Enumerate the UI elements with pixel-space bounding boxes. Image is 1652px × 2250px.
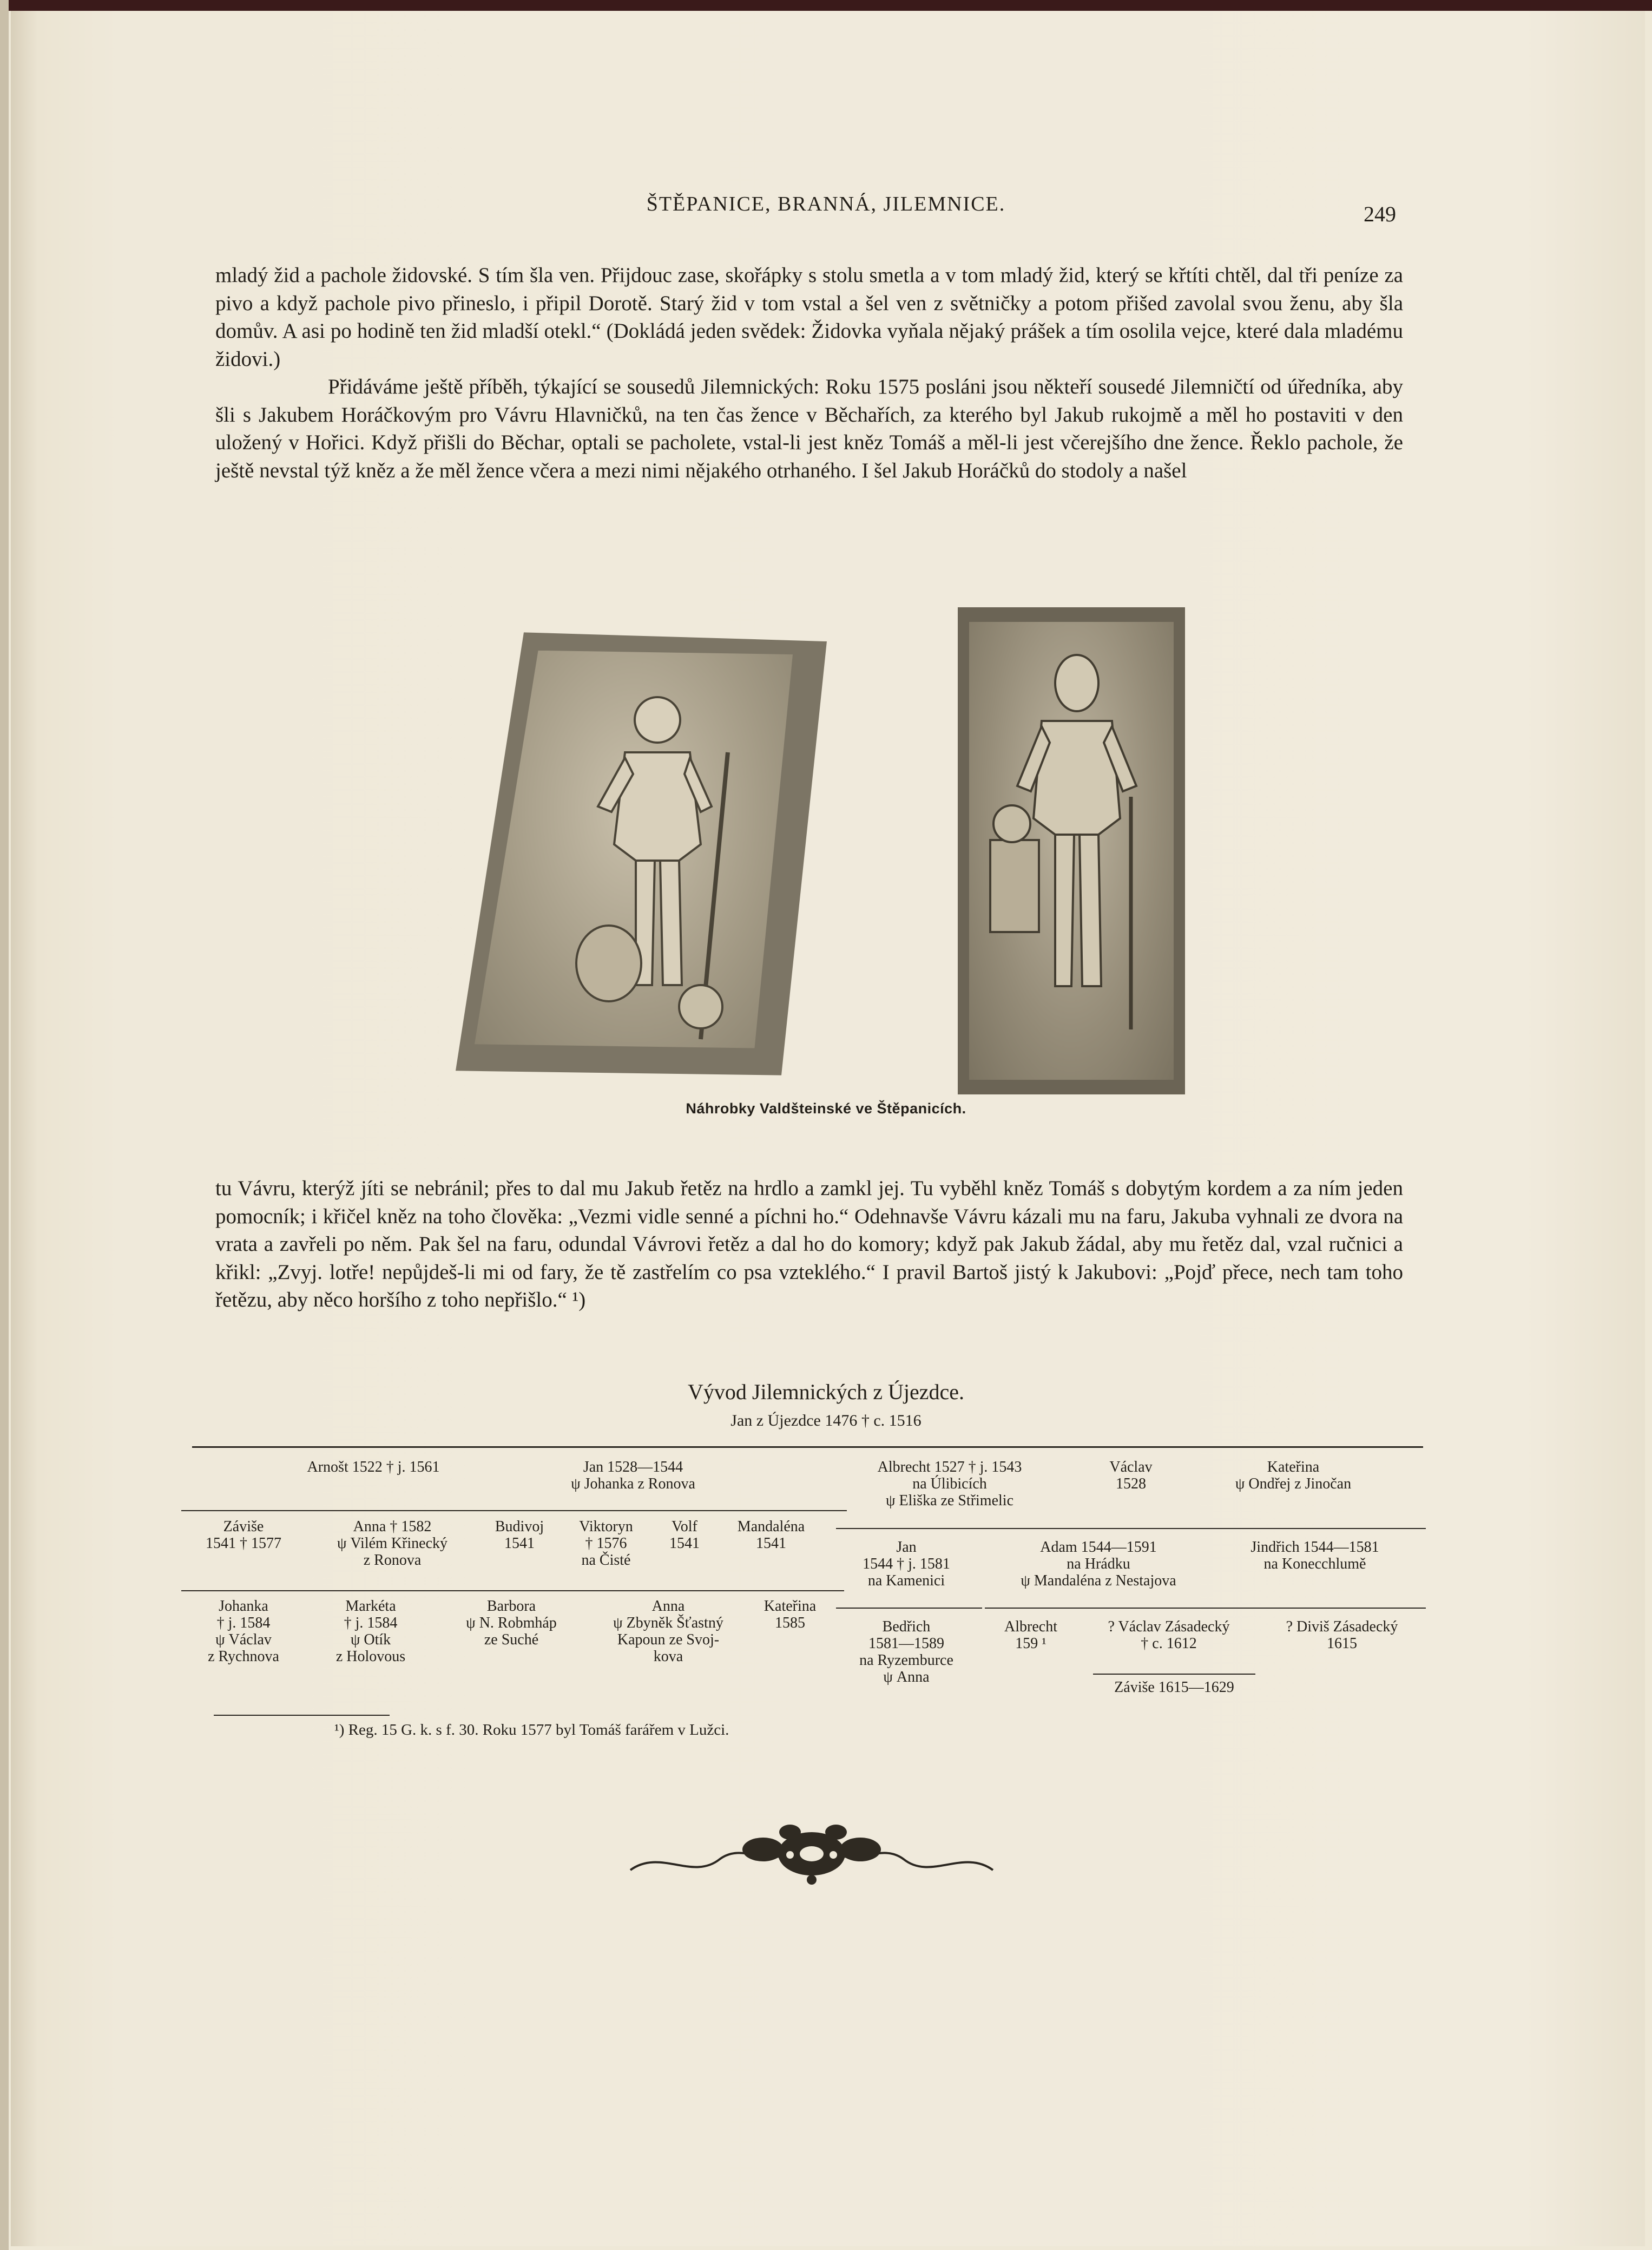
person-vaclav: Václav 1528: [1109, 1459, 1153, 1492]
text-block-top: [215, 261, 1403, 484]
person-vaclav-3: ? Václav Zásadecký † c. 1612: [1108, 1618, 1230, 1652]
person-albrecht: Albrecht 1527 † j. 1543 na Úlibicích ψ Eliška ze Střimelic: [877, 1459, 1022, 1509]
page-number: 249: [1364, 202, 1396, 226]
rule-gen1: [192, 1446, 1423, 1448]
person-jindrich: Jindřich 1544—1581 na Konecchlumě: [1250, 1539, 1379, 1572]
footnote-rule: [214, 1715, 390, 1716]
paragraph-2: Přidáváme ještě příběh, týkající se sousedů Jilemnických: Roku 1575 posláni jsou někteří sousedé Jilemničtí od úředníka, aby šli s Jakubem Horáčkovým pro Vávru Hlavničků, na ten čas žence v Běchařích, za kterého byl Jakub rukojmě a měl ho postaviti v den uložený v Hořici. Když přišli do Běchar, optali se pacholete, vstal-li jest kněz Tomáš a měl-li jest včerejšího dne žence. Řeklo pachole, že ještě nevstal týž kněz a že měl žence včera a mezi nimi nějakého otrhaného. I šel Jakub Horáčků do stodoly a našel: [215, 375, 1403, 482]
page-binding-edge: [0, 0, 9, 2250]
person-divis: ? Diviš Zásadecký 1615: [1286, 1618, 1398, 1652]
tombstone-image-right: [958, 607, 1185, 1094]
person-adam: Adam 1544—1591 na Hrádku ψ Mandaléna z Nestajova: [1021, 1539, 1176, 1589]
rule-gen3-jan: [836, 1608, 982, 1609]
person-jan: Jan 1528—1544 ψ Johanka z Ronova: [571, 1459, 695, 1492]
person-volf: Volf 1541: [669, 1518, 700, 1552]
genealogy-root: Jan z Újezdce 1476 † c. 1516: [730, 1412, 922, 1429]
running-header: ŠTĚPANICE, BRANNÁ, JILEMNICE.: [646, 193, 1006, 215]
rule-gen2-jan: [484, 1510, 847, 1511]
rule-gen4: [1093, 1674, 1255, 1675]
rule-gen2-albrecht: [836, 1528, 1426, 1529]
person-budivoj: Budivoj 1541: [495, 1518, 544, 1552]
rule-gen3-adam: [985, 1608, 1426, 1609]
ornament-vignette: [628, 1816, 996, 1886]
person-katerina: Kateřina ψ Ondřej z Jinočan: [1235, 1459, 1352, 1492]
rule-gen2-arnost: [181, 1510, 484, 1511]
person-johanka: Johanka † j. 1584 ψ Václav z Rychnova: [208, 1598, 279, 1665]
footnote: ¹) Reg. 15 G. k. s f. 30. Roku 1577 byl Tomáš farářem v Lužci.: [334, 1721, 729, 1739]
person-katerina-3: Kateřina 1585: [764, 1598, 817, 1631]
text-block-bottom: [215, 1175, 1403, 1314]
rule-gen3-left: [181, 1590, 844, 1591]
paragraph-1: mladý žid a pachole židovské. S tím šla ven. Přijdouc zase, skořápky s stolu smetla a v tom mladý žid, který se křtíti chtěl, dal tři peníze za pivo a když pachole pivo přineslo, i připil Dorotě. Starý žid v tom vstal a šel ven z světničky a potom přišed zavolal svou ženu, aby šla domův. A asi po hodině ten žid mladší otekl.“ (Dokládá jeden svědek: Židovka vyňala nějaký prášek a tím osolila vejce, které dala mladému židovi.): [215, 264, 1403, 371]
genealogy-title: Vývod Jilemnických z Újezdce.: [688, 1380, 964, 1404]
person-viktoryn: Viktoryn † 1576 na Čisté: [579, 1518, 633, 1569]
person-anna: Anna † 1582 ψ Vilém Křinecký z Ronova: [337, 1518, 447, 1569]
paragraph-3: tu Vávru, kterýž jíti se nebránil; přes to dal mu Jakub řetěz na hrdlo a zamkl jej. Tu vyběhl kněz Tomáš s dobytým kordem a za ním jeden pomocník; i křičel kněz na toho člověka: „Vezmi vidle senné a píchni ho.“ Odehnavše Vávru kázali mu na faru, Jakuba vyhnali ze dvora na vrata a zavřeli po něm. Pak šel na faru, odundal Vávrovi řetěz a dal ho do komory; když pak Jakub žádal, aby mu řetěz dal, vzal ručnici a křikl: „Zvyj. lotře! nepůjdeš-li mi od fary, že tě zastřelím co psa vzteklého.“ I pravil Bartoš jistý k Jakubovi: „Pojď přece, nech tam toho řetězu, aby něco horšího z toho nepřišlo.“ ¹): [215, 1177, 1403, 1311]
person-anna-3: Anna ψ Zbyněk Šťastný Kapoun ze Svoj- kova: [613, 1598, 723, 1665]
person-marketa: Markéta † j. 1584 ψ Otík z Holovous: [335, 1598, 406, 1665]
person-mandalena: Mandaléna 1541: [737, 1518, 805, 1552]
person-zavise-4: Záviše 1615—1629: [1114, 1679, 1234, 1696]
person-arnost: Arnošt 1522 † j. 1561: [307, 1459, 440, 1475]
figure-caption: Náhrobky Valdšteinské ve Štěpanicích.: [686, 1100, 966, 1117]
page-edge: [0, 0, 1652, 11]
person-barbora: Barbora ψ N. Robmháp ze Suché: [466, 1598, 557, 1648]
person-zavise: Záviše 1541 † 1577: [206, 1518, 281, 1552]
person-jan-2: Jan 1544 † j. 1581 na Kamenici: [863, 1539, 950, 1589]
person-bedrich: Bedřich 1581—1589 na Ryzemburce ψ Anna: [859, 1618, 953, 1685]
person-albrecht-3: Albrecht 159 ¹: [1004, 1618, 1057, 1652]
